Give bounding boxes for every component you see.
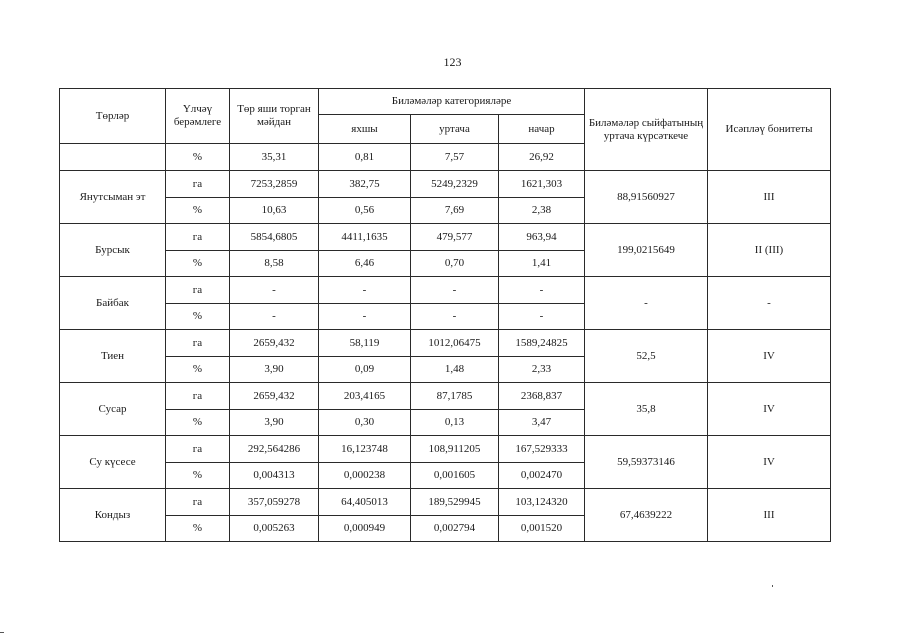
species-name: Тиен [60,330,166,383]
species-pct-avg: 0,001605 [411,463,499,489]
species-ha-unit: га [166,224,230,251]
species-pct-unit: % [166,463,230,489]
header-categories: Биләмәләр категорияләре [319,89,585,115]
species-ha-poor: 963,94 [499,224,585,251]
header-row-1 [60,89,831,115]
species-pct-avg: 1,48 [411,357,499,383]
species-ha-area: 7253,2859 [230,171,319,198]
species-ha-unit: га [166,489,230,516]
species-ha-area: - [230,277,319,304]
species-ha-area: 2659,432 [230,330,319,357]
species-name: Су күсесе [60,436,166,489]
species-name: Бурсык [60,224,166,277]
species-quality: 35,8 [585,383,708,436]
header-cat-avg: уртача [411,115,499,144]
header-quality: Биләмәләр сыйфатының уртача күрсәткече [585,89,708,171]
species-pct-good: 6,46 [319,251,411,277]
species-ha-poor: 103,124320 [499,489,585,516]
species-row-ha [60,277,831,304]
species-pct-unit: % [166,251,230,277]
species-ha-avg: 87,1785 [411,383,499,410]
species-quality: 52,5 [585,330,708,383]
species-pct-avg: 7,69 [411,198,499,224]
species-pct-avg: - [411,304,499,330]
species-pct-area: 10,63 [230,198,319,224]
species-pct-poor: 0,002470 [499,463,585,489]
header-cat-good: яхшы [319,115,411,144]
page-number: 123 [443,55,462,69]
species-pct-good: 0,000238 [319,463,411,489]
species-pct-good: - [319,304,411,330]
species-pct-poor: 1,41 [499,251,585,277]
species-ha-area: 5854,6805 [230,224,319,251]
scan-mark [772,585,773,587]
species-ha-avg: 479,577 [411,224,499,251]
scan-mark [0,632,4,633]
species-bonitet: - [708,277,831,330]
species-ha-poor: 167,529333 [499,436,585,463]
species-pct-poor: 0,001520 [499,516,585,542]
species-pct-good: 0,000949 [319,516,411,542]
species-ha-good: 64,405013 [319,489,411,516]
species-ha-unit: га [166,330,230,357]
species-row-ha [60,330,831,357]
species-name: Байбак [60,277,166,330]
species-row-ha [60,383,831,410]
species-pct-area: - [230,304,319,330]
species-pct-avg: 0,13 [411,410,499,436]
species-ha-poor: - [499,277,585,304]
species-pct-poor: 2,38 [499,198,585,224]
summary-poor: 26,92 [499,144,585,171]
species-ha-good: 58,119 [319,330,411,357]
species-row-ha [60,171,831,198]
species-ha-avg: 5249,2329 [411,171,499,198]
species-pct-area: 3,90 [230,357,319,383]
species-ha-unit: га [166,171,230,198]
species-ha-area: 292,564286 [230,436,319,463]
summary-avg: 7,57 [411,144,499,171]
summary-unit: % [166,144,230,171]
species-ha-unit: га [166,383,230,410]
species-ha-poor: 1589,24825 [499,330,585,357]
species-ha-good: 382,75 [319,171,411,198]
species-pct-good: 0,30 [319,410,411,436]
species-bonitet: IV [708,436,831,489]
header-unit: Үлчәү берәмлеге [166,89,230,144]
species-quality: 67,4639222 [585,489,708,542]
species-bonitet: IV [708,383,831,436]
species-bonitet: III [708,489,831,542]
species-row-ha [60,436,831,463]
species-ha-avg: 189,529945 [411,489,499,516]
species-row-ha [60,489,831,516]
species-bonitet: IV [708,330,831,383]
species-pct-unit: % [166,516,230,542]
species-ha-area: 2659,432 [230,383,319,410]
species-pct-unit: % [166,304,230,330]
species-pct-area: 0,004313 [230,463,319,489]
header-area: Төр яши торган мәйдан [230,89,319,144]
species-ha-good: - [319,277,411,304]
summary-good: 0,81 [319,144,411,171]
species-ha-good: 4411,1635 [319,224,411,251]
species-ha-good: 203,4165 [319,383,411,410]
header-cat-poor: начар [499,115,585,144]
species-bonitet: III [708,171,831,224]
species-pct-area: 0,005263 [230,516,319,542]
species-ha-unit: га [166,436,230,463]
species-ha-unit: га [166,277,230,304]
species-name: Янутсыман эт [60,171,166,224]
species-pct-area: 3,90 [230,410,319,436]
header-bonitet: Исәпләү бонитеты [708,89,831,171]
species-ha-avg: 1012,06475 [411,330,499,357]
species-quality: 88,91560927 [585,171,708,224]
species-land-table [59,88,831,542]
summary-empty-cell [60,144,166,171]
species-pct-unit: % [166,198,230,224]
species-quality: - [585,277,708,330]
species-bonitet: II (III) [708,224,831,277]
species-pct-area: 8,58 [230,251,319,277]
species-name: Кондыз [60,489,166,542]
species-name: Сусар [60,383,166,436]
species-quality: 199,0215649 [585,224,708,277]
species-pct-avg: 0,70 [411,251,499,277]
species-ha-avg: 108,911205 [411,436,499,463]
species-ha-avg: - [411,277,499,304]
species-pct-good: 0,09 [319,357,411,383]
species-ha-area: 357,059278 [230,489,319,516]
species-ha-poor: 1621,303 [499,171,585,198]
summary-area: 35,31 [230,144,319,171]
species-quality: 59,59373146 [585,436,708,489]
species-pct-avg: 0,002794 [411,516,499,542]
species-pct-poor: 3,47 [499,410,585,436]
species-ha-good: 16,123748 [319,436,411,463]
species-pct-poor: 2,33 [499,357,585,383]
species-pct-good: 0,56 [319,198,411,224]
species-row-ha [60,224,831,251]
species-pct-unit: % [166,357,230,383]
species-pct-unit: % [166,410,230,436]
header-types: Төрләр [60,89,166,144]
species-ha-poor: 2368,837 [499,383,585,410]
species-pct-poor: - [499,304,585,330]
